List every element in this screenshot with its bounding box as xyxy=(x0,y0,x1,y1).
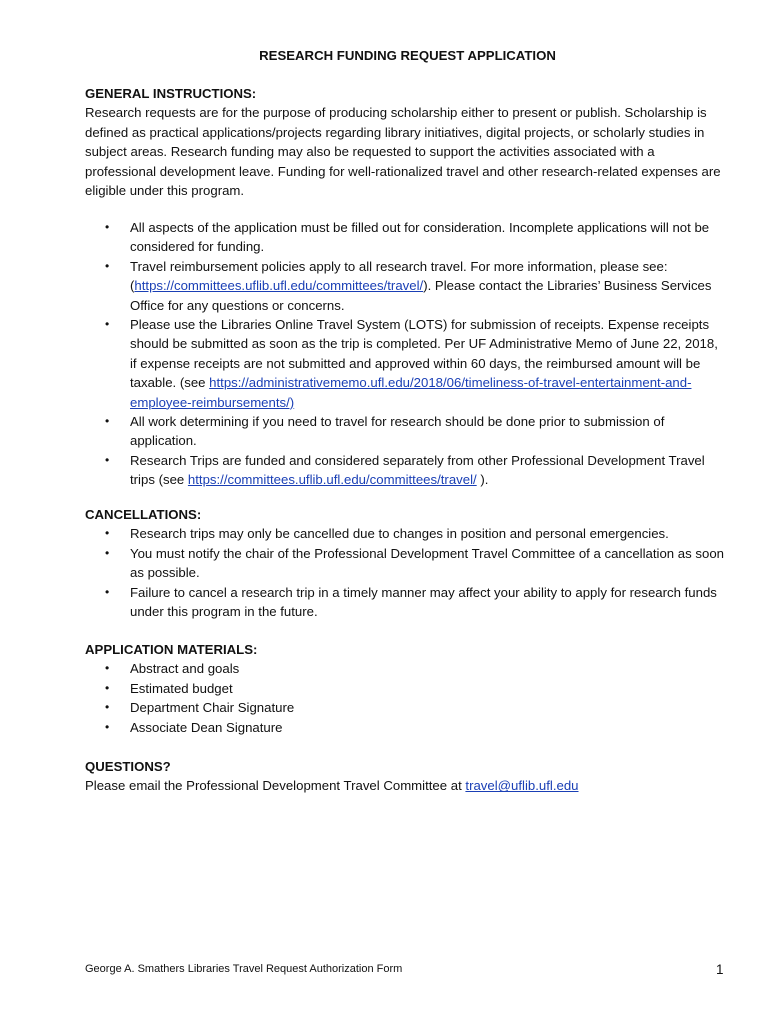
list-item: • Failure to cancel a research trip in a timely manner may affect your ability to apply for research funds under this program in the future. xyxy=(105,584,717,620)
list-item: • Travel reimbursement policies apply to all research travel. For more information, please see: (https://committees.uflib.ufl.edu/committees/travel/). Please contact the Libraries’ Business Services Office for any questions or concerns. xyxy=(105,258,712,313)
list-item: • Department Chair Signature xyxy=(85,698,725,717)
list-item: • All work determining if you need to travel for research should be done prior to submission of application. xyxy=(105,414,665,449)
general-instructions-section xyxy=(85,84,725,200)
committee-email-link[interactable]: travel@uflib.ufl.edu xyxy=(465,778,579,794)
list-item: • You must notify the chair of the Professional Development Travel Committee of a cancellation as soon as possible. xyxy=(105,545,724,581)
list-item: • Please use the Libraries Online Travel System (LOTS) for submission of receipts. Expense receipts should be submitted as soon as the trip is completed. Per UF Administrative Memo of June 22, 2018, if expense receipts are not submitted and approved within 60 days, the reimbursed amount will be taxable. (see https://administrativememo.ufl.edu/2018/06/timeliness-of-travel-entertainment-and-employee-reimbursements/) xyxy=(105,317,718,410)
list-item: • Research trips may only be cancelled due to changes in position and personal emergencies. xyxy=(85,524,725,543)
list-item: • Abstract and goals xyxy=(85,659,725,678)
bullet-icon: • xyxy=(105,700,110,715)
questions-section xyxy=(85,757,725,796)
travel-policy-link[interactable]: https://committees.uflib.ufl.edu/committees/travel/ xyxy=(134,278,424,294)
list-item: • Associate Dean Signature xyxy=(85,718,725,737)
bullet-icon: • xyxy=(105,719,110,734)
list-item: • Research Trips are funded and considered separately from other Professional Development Travel trips (see https://committees.uflib.ufl.edu/committees/travel/ ). xyxy=(105,452,705,488)
cancellations-heading: CANCELLATIONS: xyxy=(85,507,202,522)
bullet-icon: • xyxy=(105,680,110,695)
general-instructions-paragraph: Research requests are for the purpose of producing scholarship either to present or publish. Scholarship is defined as practical applications/projects regarding library initiatives, digital projects, or scholarly studies in subject areas. Research funding may also be requested to support the activities associated with a professional development leave. Funding for well-rationalized travel and other research-related expenses are eligible under this program. xyxy=(85,105,721,199)
questions-heading: QUESTIONS? xyxy=(85,759,171,774)
bullet-icon: • xyxy=(105,661,110,676)
admin-memo-link[interactable]: https://administrativememo.ufl.edu/2018/06/timeliness-of-travel-entertainment-and-employee-reimbursements/) xyxy=(130,375,692,410)
travel-committee-link[interactable]: https://committees.uflib.ufl.edu/committees/travel/ xyxy=(187,472,477,488)
general-instructions-heading: GENERAL INSTRUCTIONS: xyxy=(85,86,257,101)
bullet-icon: • xyxy=(105,317,110,332)
application-materials-section xyxy=(85,640,725,737)
bullet-icon: • xyxy=(105,545,110,560)
questions-text: Please email the Professional Development Travel Committee at xyxy=(85,778,466,794)
bullet-icon: • xyxy=(105,220,110,234)
page-number: 1 xyxy=(716,962,724,977)
bullet-icon: • xyxy=(105,414,110,429)
bullet-icon: • xyxy=(105,584,110,599)
application-materials-heading: APPLICATION MATERIALS: xyxy=(85,642,258,657)
general-instructions-list xyxy=(85,218,725,490)
cancellations-section xyxy=(85,505,725,621)
bullet-icon: • xyxy=(105,258,110,273)
document-title: RESEARCH FUNDING REQUEST APPLICATION xyxy=(259,48,556,63)
list-item: • All aspects of the application must be filled out for consideration. Incomplete applications will not be considered for funding. xyxy=(105,220,710,255)
footer-form-name: George A. Smathers Libraries Travel Request Authorization Form xyxy=(85,963,403,975)
bullet-icon: • xyxy=(105,526,110,541)
list-item: • Estimated budget xyxy=(85,679,725,698)
bullet-icon: • xyxy=(105,452,110,467)
